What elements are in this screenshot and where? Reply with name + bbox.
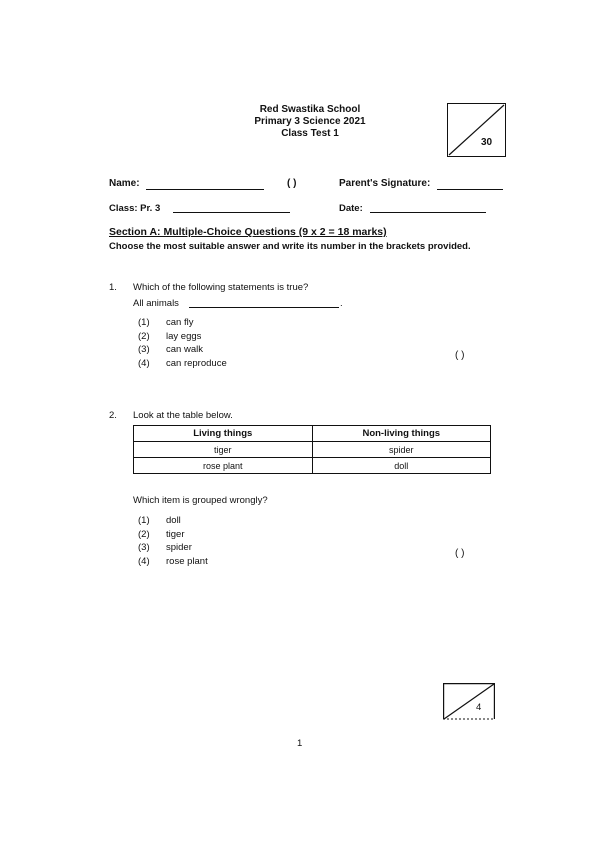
option-row bbox=[138, 329, 227, 343]
question-2-options bbox=[138, 513, 208, 567]
total-score-box bbox=[447, 103, 506, 157]
date-input[interactable] bbox=[370, 212, 486, 213]
question-2-text: Look at the table below. bbox=[133, 410, 233, 421]
class-label: Class: Pr. 3 bbox=[109, 203, 161, 214]
option-text: spider bbox=[166, 542, 192, 553]
date-label: Date: bbox=[339, 203, 363, 214]
option-number: (1) bbox=[138, 515, 150, 526]
section-instruction: Choose the most suitable answer and write its number in the brackets provided. bbox=[109, 241, 471, 252]
page-score-box bbox=[443, 683, 495, 720]
index-number-brackets[interactable]: ( ) bbox=[287, 178, 297, 189]
option-text: lay eggs bbox=[166, 330, 202, 342]
table-row bbox=[134, 458, 491, 474]
option-number: (2) bbox=[138, 330, 150, 342]
name-input[interactable] bbox=[146, 189, 264, 190]
option-row bbox=[138, 342, 227, 356]
total-score-value: 30 bbox=[481, 137, 493, 148]
table-header-row bbox=[134, 426, 491, 442]
question-1-stem-end: . bbox=[340, 298, 343, 309]
option-number: (4) bbox=[138, 555, 150, 567]
score-diagonal-line bbox=[448, 104, 505, 156]
section-title: Section A: Multiple-Choice Questions (9 x 2 = 18 marks) bbox=[109, 226, 387, 238]
option-text: rose plant bbox=[166, 555, 208, 567]
page-number: 1 bbox=[297, 738, 303, 749]
option-row bbox=[138, 315, 227, 329]
question-1-stem: All animals bbox=[133, 298, 179, 309]
name-label: Name: bbox=[109, 178, 140, 189]
option-row bbox=[138, 527, 208, 541]
option-row bbox=[138, 356, 227, 370]
option-row bbox=[138, 540, 208, 554]
option-text: tiger bbox=[166, 528, 185, 540]
option-text: doll bbox=[166, 515, 181, 526]
table-cell: doll bbox=[312, 458, 491, 474]
question-2-number: 2. bbox=[109, 410, 117, 421]
question-1-options bbox=[138, 315, 227, 369]
option-text: can fly bbox=[166, 317, 194, 328]
option-text: can reproduce bbox=[166, 357, 227, 369]
subject-title: Primary 3 Science 2021 bbox=[254, 116, 366, 127]
table-header-living: Living things bbox=[134, 426, 313, 442]
parent-signature-label: Parent's Signature: bbox=[339, 178, 431, 189]
table-cell: tiger bbox=[134, 442, 313, 458]
question-2-prompt: Which item is grouped wrongly? bbox=[133, 495, 268, 506]
option-number: (2) bbox=[138, 528, 150, 540]
table-cell: spider bbox=[312, 442, 491, 458]
table-header-non-living: Non-living things bbox=[312, 426, 491, 442]
option-number: (1) bbox=[138, 317, 150, 328]
option-number: (3) bbox=[138, 542, 150, 553]
parent-signature-input[interactable] bbox=[437, 189, 503, 190]
table-cell: rose plant bbox=[134, 458, 313, 474]
option-text: can walk bbox=[166, 344, 203, 355]
option-number: (3) bbox=[138, 344, 150, 355]
question-1-answer-brackets[interactable]: ( ) bbox=[455, 350, 465, 361]
school-name: Red Swastika School bbox=[259, 104, 361, 115]
table-row bbox=[134, 442, 491, 458]
class-input[interactable] bbox=[173, 212, 290, 213]
page-score-box-outline bbox=[443, 683, 495, 720]
option-number: (4) bbox=[138, 357, 150, 369]
test-title: Class Test 1 bbox=[281, 128, 339, 139]
option-row bbox=[138, 554, 208, 568]
option-row bbox=[138, 513, 208, 527]
question-2-answer-brackets[interactable]: ( ) bbox=[455, 548, 465, 559]
question-1-number: 1. bbox=[109, 282, 117, 293]
question-1-text: Which of the following statements is true? bbox=[133, 282, 309, 293]
grouping-table bbox=[133, 425, 491, 474]
question-1-blank bbox=[189, 307, 339, 308]
page-score-value: 4 bbox=[476, 702, 482, 713]
